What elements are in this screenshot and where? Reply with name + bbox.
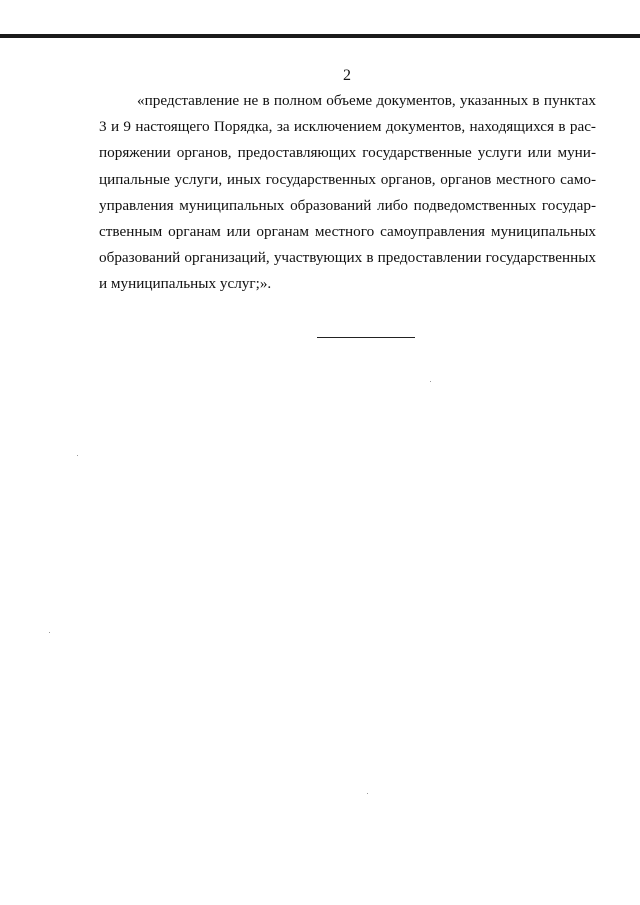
paragraph-line: образований организаций, участвующих в предоставлении государственных [99, 249, 596, 267]
scan-speck [77, 455, 78, 456]
paragraph-line: и муниципальных услуг;». [99, 275, 272, 293]
scan-speck [367, 793, 368, 794]
paragraph-line: ципальные услуги, иных государственных органов, органов местного само- [99, 170, 596, 188]
paragraph-line: 3 и 9 настоящего Порядка, за исключением документов, находящихся в рас- [99, 118, 596, 136]
header-rule [0, 34, 640, 38]
amendment-paragraph [99, 88, 596, 298]
paragraph-line: ственным органам или органам местного самоуправления муниципальных [99, 223, 596, 241]
page-number: 2 [343, 67, 351, 84]
scan-speck [49, 632, 50, 633]
end-of-document-rule [317, 337, 415, 338]
paragraph-line: «представление не в полном объеме документов, указанных в пунктах [137, 92, 596, 109]
paragraph-line: поряжении органов, предоставляющих государственные услуги или муни- [99, 144, 596, 162]
scan-speck [430, 381, 431, 382]
paragraph-line: управления муниципальных образований либо подведомственных государ- [99, 196, 596, 214]
